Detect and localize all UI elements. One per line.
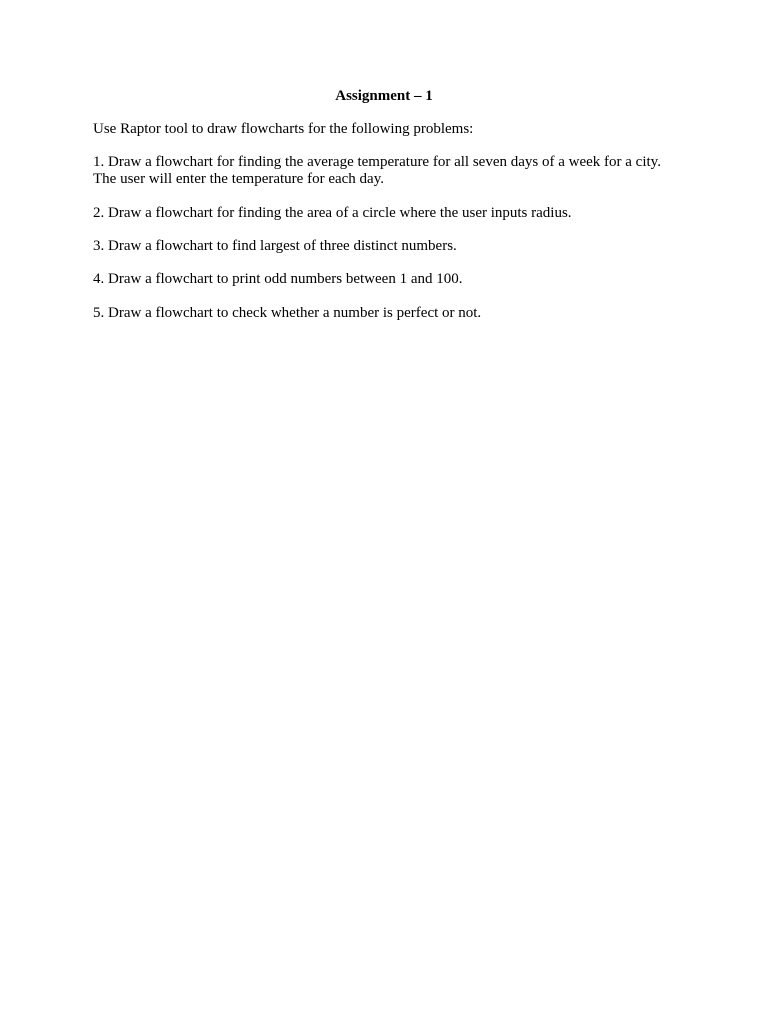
assignment-title: Assignment – 1 bbox=[335, 88, 433, 104]
question-1: 1. Draw a flowchart for finding the average temperature for all seven days of a week for a city. The user will enter the temperature for each day. bbox=[93, 154, 661, 187]
instructions-text: Use Raptor tool to draw flowcharts for the following problems: bbox=[93, 121, 474, 137]
question-3: 3. Draw a flowchart to find largest of three distinct numbers. bbox=[93, 238, 457, 254]
question-4: 4. Draw a flowchart to print odd numbers between 1 and 100. bbox=[93, 271, 463, 287]
question-5: 5. Draw a flowchart to check whether a number is perfect or not. bbox=[93, 305, 482, 321]
question-2: 2. Draw a flowchart for finding the area of a circle where the user inputs radius. bbox=[93, 205, 572, 221]
